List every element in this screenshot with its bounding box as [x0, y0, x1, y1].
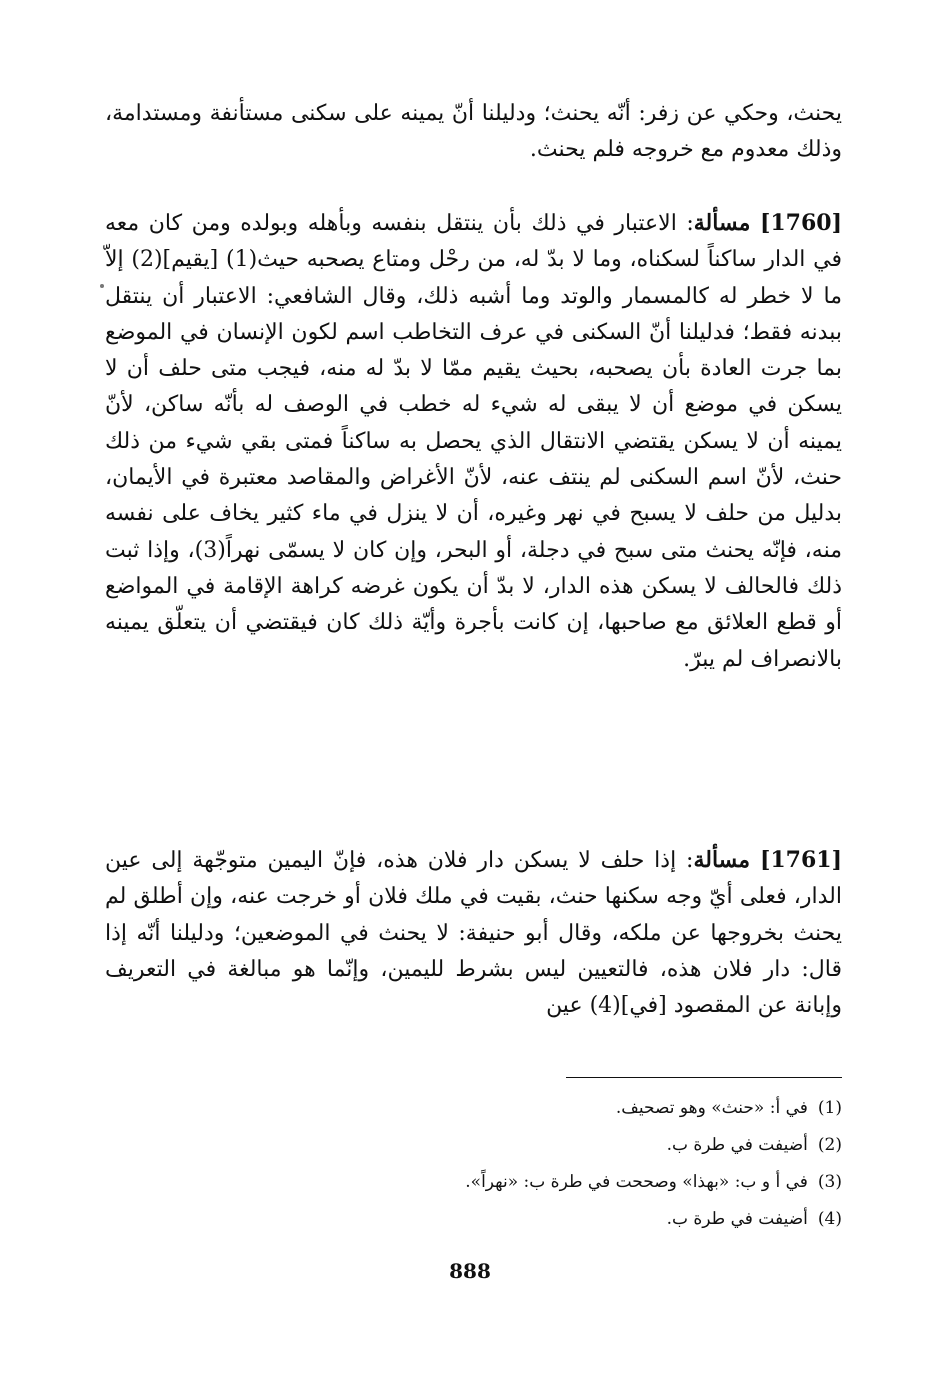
page-number: 888: [449, 1259, 491, 1283]
issue-1760: [105, 205, 842, 678]
footnote-text: أضيفت في طرة ب.: [666, 1135, 808, 1155]
issue-number: [1761]: [759, 847, 843, 873]
issue-text: : إذا حلف لا يسكن دار فلان هذه، فإنّ اليمين متوجّهة إلى عين الدار، فعلى أيّ وجه سكنها حنث، بقيت في ملك فلان أو خرجت عنه، وإن أطلق لم يحنث بخروجها عن ملكه، وقال أبو حنيفة: لا يحنث في الموضعين؛ ودليلنا أنّه إذا قال: دار فلان هذه، فالتعيين ليس بشرط لليمين، وإنّما هو مبالغة في التعريف وإبانة عن المقصود [في](4) عين: [105, 848, 842, 1019]
footnote-text: في أ: «حنث» وهو تصحيف.: [615, 1098, 808, 1118]
issue-1761-body: [105, 842, 842, 1024]
footnote-number: (2): [817, 1135, 842, 1155]
issue-1760-body: [105, 205, 842, 678]
footnote-number: (3): [817, 1172, 842, 1192]
footnote-item: [300, 1201, 842, 1238]
paragraph-continuation: [105, 96, 842, 169]
footnote-text: أضيفت في طرة ب.: [666, 1209, 808, 1229]
paragraph-text: يحنث، وحكي عن زفر: أنّه يحنث؛ ودليلنا أنّ يمينه على سكنى مستأنفة ومستدامة، وذلك معدوم مع خروجه فلم يحنث.: [105, 101, 842, 163]
footnote-item: [300, 1127, 842, 1164]
footnote-item: [300, 1090, 842, 1127]
footnote-number: (1): [817, 1098, 842, 1118]
footnote-number: (4): [817, 1209, 842, 1229]
issue-heading: مسألة: [693, 847, 751, 873]
footnotes: [300, 1090, 842, 1238]
footnote-item: [300, 1164, 842, 1201]
issue-text: : الاعتبار في ذلك بأن ينتقل بنفسه وبأهله وبولده ومن كان معه في الدار ساكناً لسكناه، وما لا بدّ له، من رحْل ومتاع يصحبه حيث(1) [يقيم](2) إلاّ ما لا خطر له كالمسمار والوتد وما أشبه ذلك، وقال الشافعي: الاعتبار أن ينتقل ببدنه فقط؛ فدليلنا أنّ السكنى في عرف التخاطب اسم لكون الإنسان في الموضع بما جرت العادة بأن يصحبه، بحيث يقيم ممّا لا بدّ له منه، فيجب متى حلف أن لا يسكن في موضع أن لا يبقى له شيء له خطب في الوصف له بأنّه ساكن، لأنّ يمينه أن لا يسكن يقتضي الانتقال الذي يحصل به ساكناً فمتى بقي شيء من ذلك حنث، لأنّ اسم السكنى لم ينتف عنه، لأنّ الأغراض والمقاصد معتبرة في الأيمان، بدليل من حلف لا يسبح في نهر وغيره، أن لا ينزل في ماء كثير يخاف على نفسه منه، فإنّه يحنث متى سبح في دجلة، أو البحر، وإن كان لا يسمّى نهراً(3)، وإذا ثبت ذلك فالحالف لا يسكن هذه الدار، لا بدّ أن يكون غرضه كراهة الإقامة في المواضع أو قطع العلائق مع صاحبها، إن كانت بأجرة وأيّة ذلك كان فيقتضي أن يتعلّق يمينه بالانصراف لم يبرّ.: [105, 211, 842, 672]
footnote-text: في أ و ب: «بهذا» وصححت في طرة ب: «نهراً».: [465, 1172, 808, 1192]
issue-number: [1760]: [759, 210, 843, 236]
footnote-divider: [566, 1077, 842, 1078]
issue-1761: [105, 842, 842, 1024]
stray-mark: [100, 284, 104, 288]
issue-heading: مسألة: [693, 210, 751, 236]
